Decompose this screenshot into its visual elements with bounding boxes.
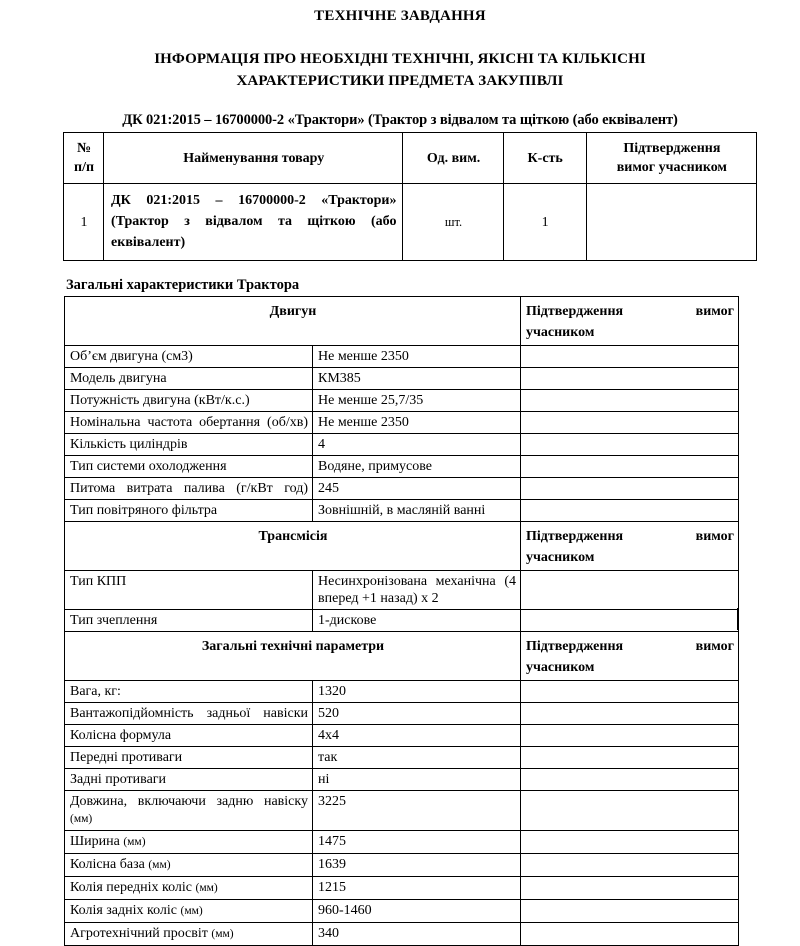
- spec-parameter-name: Вага, кг:: [65, 681, 313, 703]
- spec-parameter-value: Не менше 2350: [313, 346, 521, 368]
- items-header-name: Найменування товару: [104, 133, 403, 184]
- spec-parameter-value: Не менше 25,7/35: [313, 390, 521, 412]
- spec-parameter-name: Передні противаги: [65, 747, 313, 769]
- spec-group-row: [65, 632, 739, 681]
- spec-parameter-value: Водяне, примусове: [313, 456, 521, 478]
- items-header-confirmation-line-1: Підтвердження: [623, 141, 721, 156]
- spec-parameter-value: 3225: [313, 791, 521, 831]
- spec-parameter-name: Тип зчеплення: [65, 610, 313, 632]
- spec-parameter-value: ні: [313, 769, 521, 791]
- table-row: [65, 610, 739, 632]
- spec-parameter-name: Тип КПП: [65, 571, 313, 610]
- spec-parameter-name: Задні противаги: [65, 769, 313, 791]
- spec-group-title: Трансмісія: [65, 522, 521, 571]
- spec-parameter-name: Колісна база (мм): [65, 854, 313, 877]
- spec-parameter-confirmation: [521, 500, 739, 522]
- table-row: [65, 791, 739, 831]
- spec-parameter-name: Тип повітряного фільтра: [65, 500, 313, 522]
- document-subtitle-line-2: ХАРАКТЕРИСТИКИ ПРЕДМЕТА ЗАКУПІВЛІ: [236, 73, 564, 89]
- table-row: [65, 877, 739, 900]
- spec-parameter-confirmation: [521, 831, 739, 854]
- spec-parameter-name: Модель двигуна: [65, 368, 313, 390]
- items-header-confirmation-line-2: вимог учасником: [616, 160, 727, 175]
- spec-parameter-confirmation: [521, 412, 739, 434]
- items-header-number-line-2: п/п: [74, 160, 95, 175]
- items-table-header-row: [64, 133, 757, 184]
- table-row: [65, 900, 739, 923]
- table-row: [65, 681, 739, 703]
- spec-parameter-value: 245: [313, 478, 521, 500]
- item-quantity: 1: [503, 184, 586, 261]
- spec-parameter-value: 4: [313, 434, 521, 456]
- item-number: 1: [64, 184, 104, 261]
- spec-group-row: [65, 522, 739, 571]
- spec-parameter-value: так: [313, 747, 521, 769]
- spec-parameter-name: Об’єм двигуна (см3): [65, 346, 313, 368]
- spec-parameter-value: 1639: [313, 854, 521, 877]
- spec-parameter-confirmation: [521, 456, 739, 478]
- items-header-number-line-1: №: [76, 141, 92, 156]
- spec-parameter-confirmation: [521, 368, 739, 390]
- items-header-quantity: К-сть: [503, 133, 586, 184]
- document-subtitle: [42, 48, 758, 92]
- table-row: [65, 571, 739, 610]
- spec-parameter-name: Кількість циліндрів: [65, 434, 313, 456]
- spec-parameter-value: 340: [313, 923, 521, 946]
- table-row: [65, 923, 739, 946]
- spec-parameter-confirmation: [521, 725, 739, 747]
- unit-suffix: (мм): [180, 905, 203, 917]
- spec-parameter-confirmation: [521, 478, 739, 500]
- spec-parameter-confirmation: [521, 571, 739, 610]
- spec-parameter-value: 4х4: [313, 725, 521, 747]
- spec-parameter-name: Вантажопідйомність задньої навіски: [65, 703, 313, 725]
- spec-parameter-confirmation: [521, 747, 739, 769]
- item-name: ДК 021:2015 – 16700000-2 «Трактори» (Трактор з відвалом та щіткою (або еквівалент): [104, 184, 403, 261]
- spec-parameter-value: 1215: [313, 877, 521, 900]
- table-row: [65, 390, 739, 412]
- items-header-unit: Од. вим.: [403, 133, 503, 184]
- spec-parameter-value: Зовнішній, в масляній ванні: [313, 500, 521, 522]
- spec-parameter-value: КМ385: [313, 368, 521, 390]
- spec-parameter-value: Несинхронізована механічна (4 вперед +1 назад) х 2: [313, 571, 521, 610]
- spec-parameter-name: Потужність двигуна (кВт/к.с.): [65, 390, 313, 412]
- spec-parameter-name: Довжина, включаючи задню навіску (мм): [65, 791, 313, 831]
- spec-parameter-name: Колісна формула: [65, 725, 313, 747]
- spec-parameter-confirmation: [521, 854, 739, 877]
- spec-parameter-name: Питома витрата палива (г/кВт год): [65, 478, 313, 500]
- unit-suffix: (мм): [195, 882, 218, 894]
- spec-parameter-confirmation: [521, 434, 739, 456]
- spec-parameter-confirmation: [521, 681, 739, 703]
- spec-group-confirmation-header: Підтвердження вимог учасником: [521, 632, 739, 681]
- spec-parameter-value: 520: [313, 703, 521, 725]
- item-unit: шт.: [403, 184, 503, 261]
- table-row: [65, 725, 739, 747]
- table-row: [65, 412, 739, 434]
- border-artifact-tick: [737, 608, 738, 630]
- spec-parameter-confirmation: [521, 769, 739, 791]
- spec-parameter-name: Колія задніх коліс (мм): [65, 900, 313, 923]
- items-table: [63, 132, 757, 261]
- spec-group-confirmation-header: Підтвердження вимог учасником: [521, 522, 739, 571]
- spec-parameter-confirmation: [521, 923, 739, 946]
- table-row: [65, 456, 739, 478]
- page-title: ТЕХНІЧНЕ ЗАВДАННЯ: [314, 8, 486, 24]
- spec-parameter-name: Колія передніх коліс (мм): [65, 877, 313, 900]
- items-header-confirmation: [586, 133, 756, 184]
- spec-parameter-value: Не менше 2350: [313, 412, 521, 434]
- table-row: [64, 184, 757, 261]
- specifications-table: [64, 296, 739, 946]
- unit-suffix: (мм): [211, 928, 234, 940]
- spec-group-title: Двигун: [65, 297, 521, 346]
- spec-parameter-confirmation: [521, 610, 739, 632]
- spec-parameter-value: 1-дискове: [313, 610, 521, 632]
- item-confirmation: [586, 184, 756, 261]
- unit-suffix: (мм): [70, 813, 93, 825]
- table-row: [65, 703, 739, 725]
- table-row: [65, 500, 739, 522]
- table-row: [65, 346, 739, 368]
- spec-parameter-name: Агротехнічний просвіт (мм): [65, 923, 313, 946]
- document-page: [0, 7, 800, 941]
- spec-parameter-name: Ширина (мм): [65, 831, 313, 854]
- spec-parameter-confirmation: [521, 791, 739, 831]
- items-header-number: [64, 133, 104, 184]
- spec-parameter-confirmation: [521, 390, 739, 412]
- table-row: [65, 831, 739, 854]
- spec-parameter-value: 1475: [313, 831, 521, 854]
- spec-parameter-value: 1320: [313, 681, 521, 703]
- unit-suffix: (мм): [123, 836, 146, 848]
- spec-parameter-confirmation: [521, 900, 739, 923]
- cpv-code-line: ДК 021:2015 – 16700000-2 «Трактори» (Трактор з відвалом та щіткою (або еквівалент): [122, 112, 678, 128]
- spec-parameter-confirmation: [521, 703, 739, 725]
- table-row: [65, 854, 739, 877]
- spec-parameter-name: Тип системи охолодження: [65, 456, 313, 478]
- table-row: [65, 368, 739, 390]
- spec-parameter-confirmation: [521, 346, 739, 368]
- unit-suffix: (мм): [148, 859, 171, 871]
- table-row: [65, 434, 739, 456]
- spec-group-confirmation-header: Підтвердження вимог учасником: [521, 297, 739, 346]
- table-row: [65, 769, 739, 791]
- table-row: [65, 747, 739, 769]
- spec-parameter-name: Номінальна частота обертання (об/хв): [65, 412, 313, 434]
- spec-parameter-confirmation: [521, 877, 739, 900]
- spec-group-title: Загальні технічні параметри: [65, 632, 521, 681]
- table-row: [65, 478, 739, 500]
- section-caption: Загальні характеристики Трактора: [66, 277, 300, 293]
- document-subtitle-line-1: ІНФОРМАЦІЯ ПРО НЕОБХІДНІ ТЕХНІЧНІ, ЯКІСНІ ТА КІЛЬКІСНІ: [154, 51, 646, 67]
- spec-parameter-value: 960-1460: [313, 900, 521, 923]
- spec-group-row: [65, 297, 739, 346]
